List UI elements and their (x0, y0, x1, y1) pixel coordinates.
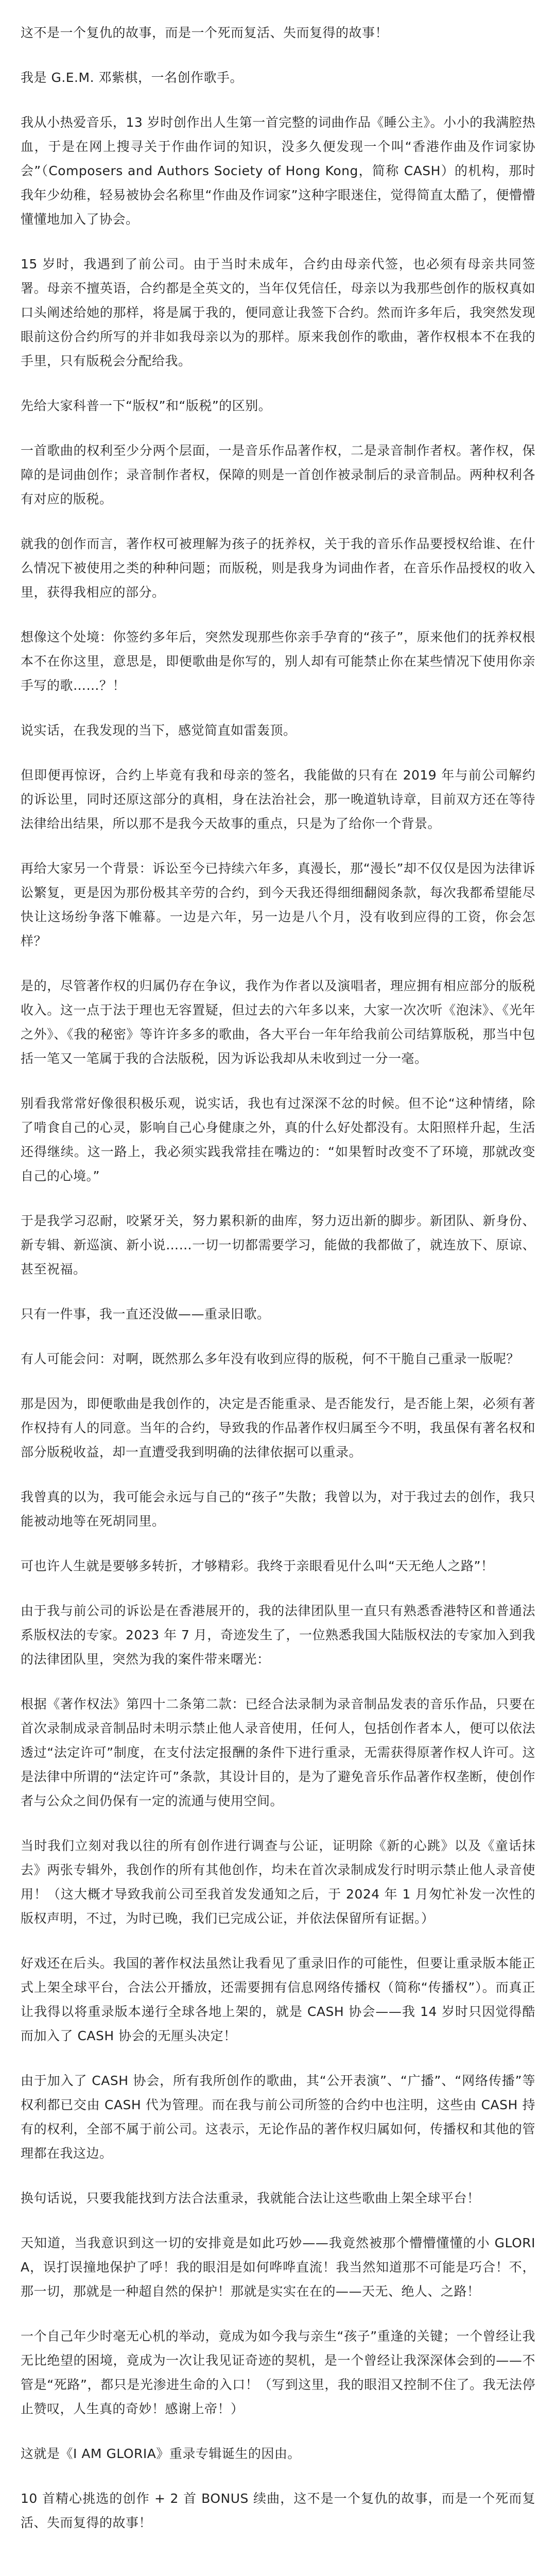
paragraph-legal-release: 换句话说，只要我能找到方法合法重录，我就能合法让这些歌曲上架全球平台！ (21, 2191, 480, 2206)
paragraph-lost-children: 我曾真的以为，我可能会永远与自己的“孩子”失散；我曾以为，对于我过去的创作，我只能被动地等在死胡同里。 (21, 1489, 535, 1529)
paragraph-divine-protection: 天知道，当我意识到这一切的安排竟是如此巧妙——我竟然被那个懵懵懂懂的小 GLORIA，误打误撞地保护了呼！我的眼泪是如何哗哗直流！我当然知道那不可能是巧合！不，那一切，那就是一种超自然的保护！那就是实实在在的——天无、绝人、之路！ (21, 2235, 535, 2299)
paragraph-contract-background: 15 岁时，我遇到了前公司。由于当时未成年，合约由母亲代签，也必须有母亲共同签署。母亲不擅英语，合约都是全英文的，当年仅凭信任，母亲以为我那些创作的版权真如口头阐述给她的那样，将是属于我的，便同意让我签下合约。然而许多年后，我突然发现眼前这份合约所写的并非如我母亲以为的那样。原来我创作的歌曲，著作权根本不在我的手里，只有版税会分配给我。 (21, 257, 535, 368)
paragraph-unpaid-royalties: 是的，尽管著作权的归属仍存在争议，我作为作者以及演唱者，理应拥有相应部分的版税收入。这一点于法于理也无容置疑，但过去的六年多以来，大家一次次听《泡沫》、《光年之外》、《我的秘密》等许许多多的歌曲，各大平台一年年给我前公司结算版税，那当中包括一笔又一笔属于我的合法版税，因为诉讼我却从未收到过一分一毫。 (21, 978, 535, 1066)
paragraph-copyright-explainer-intro: 先给大家科普一下“版权”和“版税”的区别。 (21, 398, 272, 413)
paragraph-cash-membership: 我从小热爱音乐，13 岁时创作出人生第一首完整的词曲作品《睡公主》。小小的我满腔热血，于是在网上搜寻关于作曲作词的知识，没多久便发现一个叫“香港作曲及作词家协会”（Composers and Authors Society of Hong Kong，简称 CASH）的机构，那时我年少幼稚，轻易被协会名称里“作曲及作词家”这种字眼迷住，觉得简直太酷了，便懵懵懂懂地加入了协会。 (21, 115, 535, 227)
paragraph-intro-quote: 这不是一个复仇的故事，而是一个死而复活、失而复得的故事！ (21, 25, 389, 40)
paragraph-mindset: 别看我常常好像很积极乐观，说实话，我也有过深深不忿的时候。但不论“这种情绪，除了啃食自己的心灵，影响自己心身健康之外，真的什么好处都没有。太阳照样升起，生活还得继续。这一路上，我必须实践我常挂在嘴边的：“如果暂时改变不了环境，那就改变自己的心境。” (21, 1096, 535, 1183)
paragraph-copyright-vs-royalty: 就我的创作而言，著作权可被理解为孩子的抚养权，关于我的音乐作品要授权给谁、在什么情况下被使用之类的种种问题；而版税，则是我身为词曲作者，在音乐作品授权的收入里，获得我相应的部分。 (21, 536, 535, 600)
paragraph-six-years: 再给大家另一个背景：诉讼至今已持续六年多，真漫长，那“漫长”却不仅仅是因为法律诉讼繁复，更是因为那份极其辛劳的合约，到今天我还得细细翻阅条款，每次我都希望能尽快让这场纷争落下帷幕。一边是六年，另一边是八个月，没有收到应得的工资，你会怎样？ (21, 861, 535, 948)
paragraph-imagine-situation: 想像这个处境：你签约多年后，突然发现那些你亲手孕育的“孩子”，原来他们的抚养权根本不在你这里，意思是，即便歌曲是你写的，别人却有可能禁止你在某些情况下使用你亲手写的歌……？！ (21, 630, 535, 693)
paragraph-shock: 说实话，在我发现的当下，感觉简直如雷轰顶。 (21, 723, 297, 738)
paragraph-copyright-law-article: 根据《著作权法》第四十二条第二款：已经合法录制为录音制品发表的音乐作品，只要在首次录制成录音制品时未明示禁止他人录音使用，任何人，包括创作者本人，便可以依法透过“法定许可”制度，在支付法定报酬的条件下进行重录，无需获得原著作权人许可。这是法律中所谓的“法定许可”条款，其设计目的，是为了避免音乐作品著作权垄断，使创作者与公众之间仍保有一定的流通与使用空间。 (21, 1697, 535, 1808)
paragraph-why-not-rerecord: 有人可能会问：对啊，既然那么多年没有收到应得的版税，何不干脆自己重录一版呢？ (21, 1351, 520, 1366)
paragraph-rights-layers: 一首歌曲的权利至少分两个层面，一是音乐作品著作权，二是录音制作者权。著作权，保障的是词曲创作；录音制作者权，保障的则是一首创作被录制后的录音制品。两种权利各有对应的版税。 (21, 443, 535, 506)
paragraph-album-origin: 这就是《I AM GLORIA》重录专辑诞生的因由。 (21, 2446, 301, 2461)
paragraph-self-introduction: 我是 G.E.M. 邓紫棋，一名创作歌手。 (21, 70, 243, 85)
article-body (21, 0, 535, 2535)
paragraph-moving-on: 于是我学习忍耐，咬紧牙关，努力累积新的曲库，努力迈出新的脚步。新团队、新身份、新专辑、新巡演、新小说……一切一切都需要学习，能做的我都做了，就连放下、原谅、甚至祝福。 (21, 1213, 535, 1277)
paragraph-lawsuit-2019: 但即便再惊讶，合约上毕竟有我和母亲的签名，我能做的只有在 2019 年与前公司解约的诉讼里，同时还原这部分的真相，身在法治社会，那一晚道轨诗章，目前双方还在等待法律给出结果，所以那不是我今天故事的重点，只是为了给你一个背景。 (21, 768, 535, 831)
paragraph-permission-required: 那是因为，即便歌曲是我创作的，决定是否能重录、是否能发行，是否能上架，必须有著作权持有人的同意。当年的合约，导致我的作品著作权归属至今不明，我虽保有著名权和部分版税收益，却一直遭受我到明确的法律依据可以重录。 (21, 1396, 535, 1460)
paragraph-cash-rights: 由于加入了 CASH 协会，所有我所创作的歌曲，其“公开表演”、“广播”、“网络传播”等权利都已交由 CASH 代为管理。而在我与前公司所签的合约中也注明，这些由 CASH 持有的权利，全部不属于前公司。这表示，无论作品的著作权归属如何，传播权和其他的管理都在我这边。 (21, 2073, 535, 2161)
paragraph-rerecord-not-done: 只有一件事，我一直还没做——重录旧歌。 (21, 1307, 270, 1321)
paragraph-turning-point: 可也许人生就是要够多转折，才够精彩。我终于亲眼看见什么叫“天无绝人之路”！ (21, 1558, 494, 1573)
paragraph-reflection: 一个自己年少时毫无心机的举动，竟成为如今我与亲生“孩子”重逢的关键；一个曾经让我无比绝望的困境，竟成为一次让我见证奇迹的契机，是一个曾经让我深深体会到的——不管是“死路”，都只是光渗进生命的入口！（写到这里，我的眼泪又控制不住了。我无法停止赞叹，人生真的奇妙！感谢上帝！） (21, 2329, 535, 2416)
paragraph-legal-team: 由于我与前公司的诉讼是在香港展开的，我的法律团队里一直只有熟悉香港特区和普通法系版权法的专家。2023 年 7 月，奇迹发生了，一位熟悉我国大陆版权法的专家加入到我的法律团队里，突然为我的案件带来曙光： (21, 1603, 535, 1667)
paragraph-notarization: 当时我们立刻对我以往的所有创作进行调查与公证，证明除《新的心跳》以及《童话抹去》两张专辑外，我创作的所有其他创作，均未在首次录制成发行时明示禁止他人录音使用！（这大概才导致我前公司至我首发发通知之后，于 2024 年 1 月匆忙补发一次性的版权声明，不过，为时已晚，我们已完成公证，并依法保留所有证据。） (21, 1838, 535, 1926)
paragraph-communication-right: 好戏还在后头。我国的著作权法虽然让我看见了重录旧作的可能性，但要让重录版本能正式上架全球平台，合法公开播放，还需要拥有信息网络传播权（简称“传播权”）。而真正让我得以将重录版本递行全球各地上架的，就是 CASH 协会——我 14 岁时只因觉得酷而加入了 CASH 协会的无厘头决定！ (21, 1956, 535, 2043)
paragraph-album-summary: 10 首精心挑选的创作 + 2 首 BONUS 续曲，这不是一个复仇的故事，而是一个死而复活、失而复得的故事！ (21, 2491, 535, 2530)
